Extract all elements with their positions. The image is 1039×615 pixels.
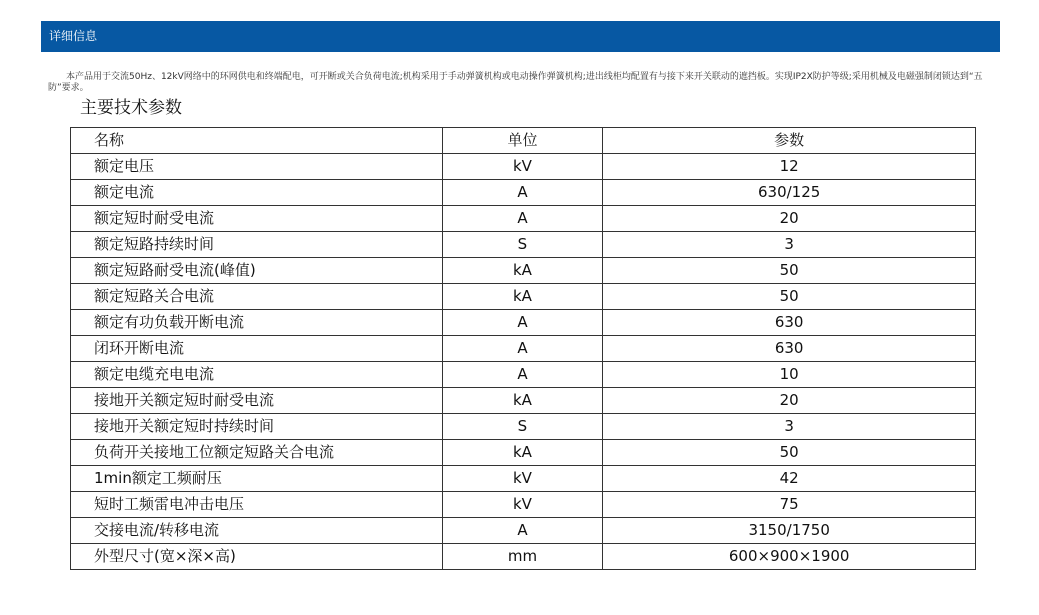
row-unit: S <box>442 232 603 258</box>
details-header-bar <box>41 21 1000 52</box>
row-param: 75 <box>603 492 976 518</box>
row-param: 20 <box>603 206 976 232</box>
row-name: 额定短时耐受电流 <box>71 206 443 232</box>
table-row <box>71 336 976 362</box>
spec-table-body <box>71 154 976 570</box>
table-row <box>71 440 976 466</box>
header-param: 参数 <box>603 128 976 154</box>
row-name: 额定有功负载开断电流 <box>71 310 443 336</box>
row-name: 1min额定工频耐压 <box>71 466 443 492</box>
row-name: 额定电缆充电电流 <box>71 362 443 388</box>
table-row <box>71 154 976 180</box>
row-name: 额定电压 <box>71 154 443 180</box>
row-param: 42 <box>603 466 976 492</box>
table-row <box>71 232 976 258</box>
row-name: 短时工频雷电冲击电压 <box>71 492 443 518</box>
table-row <box>71 180 976 206</box>
table-row <box>71 284 976 310</box>
row-name: 额定短路关合电流 <box>71 284 443 310</box>
row-unit: A <box>442 206 603 232</box>
row-unit: A <box>442 310 603 336</box>
row-name: 接地开关额定短时持续时间 <box>71 414 443 440</box>
row-name: 额定电流 <box>71 180 443 206</box>
row-name: 负荷开关接地工位额定短路关合电流 <box>71 440 443 466</box>
header-name: 名称 <box>71 128 443 154</box>
row-param: 12 <box>603 154 976 180</box>
row-unit: kV <box>442 492 603 518</box>
row-param: 630/125 <box>603 180 976 206</box>
row-name: 交接电流/转移电流 <box>71 518 443 544</box>
table-row <box>71 258 976 284</box>
row-name: 额定短路持续时间 <box>71 232 443 258</box>
row-unit: kA <box>442 440 603 466</box>
row-unit: kA <box>442 388 603 414</box>
row-unit: A <box>442 362 603 388</box>
row-unit: kA <box>442 284 603 310</box>
row-unit: S <box>442 414 603 440</box>
row-param: 50 <box>603 284 976 310</box>
row-name: 外型尺寸(宽×深×高) <box>71 544 443 570</box>
row-param: 3 <box>603 232 976 258</box>
spec-table-header-row <box>71 128 976 154</box>
product-description: 本产品用于交流50Hz、12kV网络中的环网供电和终端配电，可开断或关合负荷电流;机构采用于手动弹簧机构或电动操作弹簧机构;进出线柜均配置有与接下来开关联动的遮挡板。实现IP2X防护等级;采用机械及电磁强制闭锁达到“五防”要求。 <box>48 72 983 93</box>
table-row <box>71 310 976 336</box>
row-unit: A <box>442 336 603 362</box>
row-param: 630 <box>603 310 976 336</box>
table-row <box>71 388 976 414</box>
row-param: 10 <box>603 362 976 388</box>
table-row <box>71 206 976 232</box>
table-row <box>71 492 976 518</box>
row-param: 50 <box>603 440 976 466</box>
section-title: 主要技术参数 <box>80 98 182 118</box>
row-param: 50 <box>603 258 976 284</box>
row-unit: kA <box>442 258 603 284</box>
row-param: 3 <box>603 414 976 440</box>
row-unit: kV <box>442 154 603 180</box>
table-row <box>71 544 976 570</box>
row-unit: kV <box>442 466 603 492</box>
row-param: 20 <box>603 388 976 414</box>
details-header-title: 详细信息 <box>49 29 98 43</box>
spec-table <box>70 127 976 570</box>
table-row <box>71 518 976 544</box>
row-unit: A <box>442 180 603 206</box>
header-unit: 单位 <box>442 128 603 154</box>
table-row <box>71 414 976 440</box>
row-name: 接地开关额定短时耐受电流 <box>71 388 443 414</box>
row-unit: mm <box>442 544 603 570</box>
table-row <box>71 466 976 492</box>
row-name: 额定短路耐受电流(峰值) <box>71 258 443 284</box>
table-row <box>71 362 976 388</box>
row-param: 600×900×1900 <box>603 544 976 570</box>
row-unit: A <box>442 518 603 544</box>
row-name: 闭环开断电流 <box>71 336 443 362</box>
row-param: 630 <box>603 336 976 362</box>
row-param: 3150/1750 <box>603 518 976 544</box>
